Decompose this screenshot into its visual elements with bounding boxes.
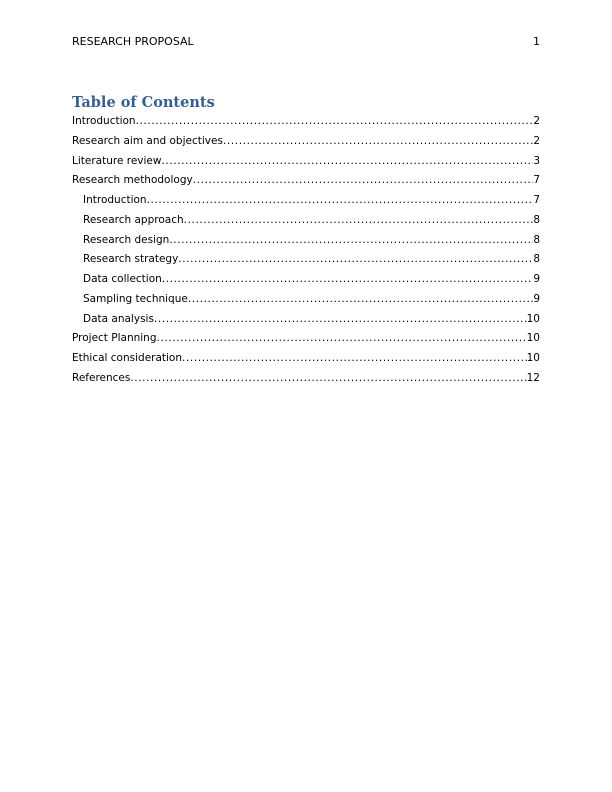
toc-entry-research-approach[interactable] bbox=[72, 211, 540, 231]
toc-entry-research-aim[interactable] bbox=[72, 132, 540, 152]
toc-entry-label: Sampling technique bbox=[83, 292, 188, 305]
toc-entry-label: Research strategy bbox=[83, 253, 179, 266]
toc-entry-label: Research methodology bbox=[72, 174, 193, 187]
toc-entry-page: 9 bbox=[533, 292, 540, 305]
toc-entry-label: Research aim and objectives bbox=[72, 134, 223, 147]
toc-title: Table of Contents bbox=[72, 94, 215, 111]
dot-leader bbox=[136, 112, 534, 132]
toc-entry-page: 3 bbox=[533, 154, 540, 167]
toc-entry-label: Data collection bbox=[83, 273, 162, 285]
toc-entry-data-analysis[interactable] bbox=[72, 310, 540, 330]
page-number: 1 bbox=[533, 35, 540, 48]
dot-leader bbox=[178, 250, 533, 270]
toc-entry-research-design[interactable] bbox=[72, 231, 540, 251]
toc-entry-page: 10 bbox=[526, 312, 540, 325]
toc-entry-label: Ethical consideration bbox=[72, 352, 183, 364]
toc-entry-page: 8 bbox=[533, 213, 540, 226]
toc-entry-page: 7 bbox=[533, 174, 540, 187]
page-header bbox=[72, 35, 540, 49]
table-of-contents bbox=[72, 112, 540, 389]
toc-entry-page: 8 bbox=[533, 233, 540, 246]
toc-entry-sampling-technique[interactable] bbox=[72, 290, 540, 310]
toc-entry-label: Data analysis bbox=[83, 312, 154, 325]
running-head: RESEARCH PROPOSAL bbox=[72, 35, 194, 48]
dot-leader bbox=[147, 191, 534, 211]
toc-entry-research-methodology[interactable] bbox=[72, 171, 540, 191]
dot-leader bbox=[184, 211, 534, 231]
toc-entry-page: 10 bbox=[526, 352, 540, 364]
toc-entry-label: References bbox=[72, 371, 131, 384]
dot-leader bbox=[162, 270, 534, 290]
dot-leader bbox=[188, 290, 533, 310]
toc-entry-page: 2 bbox=[533, 134, 540, 147]
toc-entry-label: Literature review bbox=[72, 154, 162, 167]
toc-entry-methodology-introduction[interactable] bbox=[72, 191, 540, 211]
toc-entry-page: 12 bbox=[526, 371, 540, 384]
toc-entry-page: 7 bbox=[533, 194, 540, 206]
dot-leader bbox=[182, 349, 527, 369]
toc-entry-label: Introduction bbox=[83, 194, 147, 206]
toc-entry-page: 9 bbox=[533, 273, 540, 285]
dot-leader bbox=[130, 369, 526, 389]
dot-leader bbox=[157, 329, 527, 349]
toc-entry-label: Introduction bbox=[72, 115, 136, 127]
toc-entry-research-strategy[interactable] bbox=[72, 250, 540, 270]
toc-entry-introduction[interactable] bbox=[72, 112, 540, 132]
dot-leader bbox=[223, 132, 533, 152]
toc-entry-literature-review[interactable] bbox=[72, 152, 540, 172]
toc-entry-page: 10 bbox=[526, 332, 540, 345]
toc-entry-page: 8 bbox=[533, 253, 540, 266]
dot-leader bbox=[193, 171, 534, 191]
toc-entry-data-collection[interactable] bbox=[72, 270, 540, 290]
dot-leader bbox=[169, 231, 533, 251]
toc-entry-references[interactable] bbox=[72, 369, 540, 389]
toc-entry-label: Research approach bbox=[83, 213, 184, 226]
toc-entry-ethical-consideration[interactable] bbox=[72, 349, 540, 369]
dot-leader bbox=[161, 152, 533, 172]
toc-entry-page: 2 bbox=[533, 115, 540, 127]
dot-leader bbox=[154, 310, 527, 330]
toc-entry-project-planning[interactable] bbox=[72, 329, 540, 349]
toc-entry-label: Research design bbox=[83, 233, 170, 246]
toc-entry-label: Project Planning bbox=[72, 332, 157, 345]
